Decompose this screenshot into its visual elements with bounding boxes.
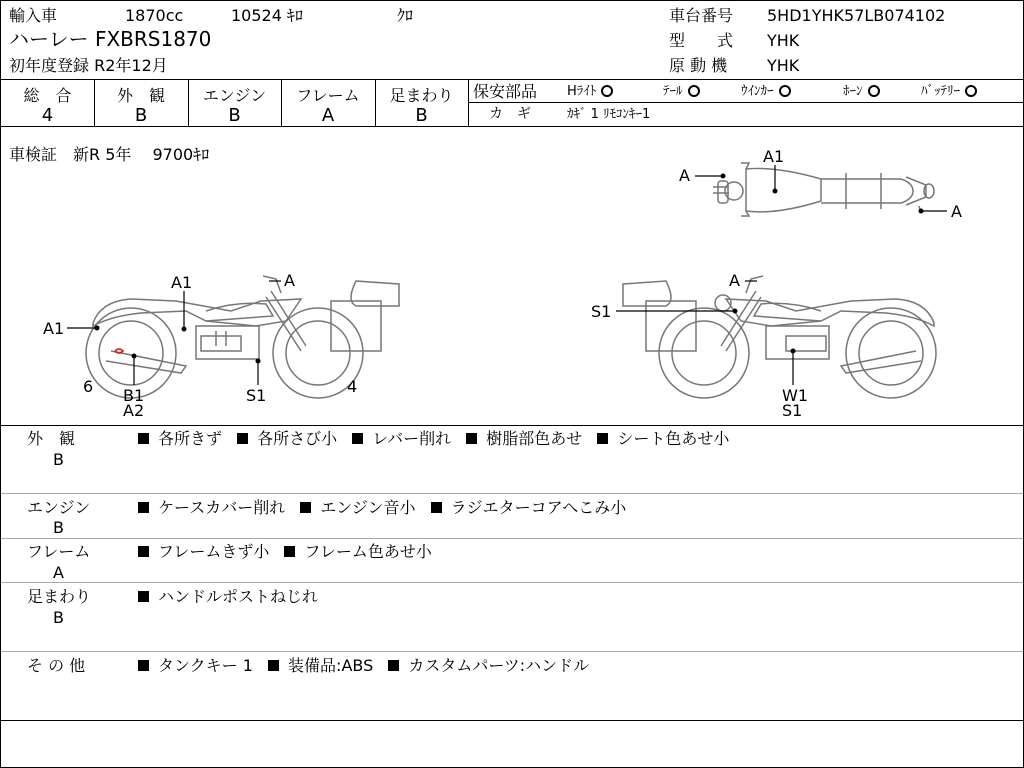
section-items-suspension: ハンドルポストねじれ	[138, 589, 328, 605]
safety-item-horn: ﾎｰﾝ	[843, 85, 880, 98]
section-label-frame: フレーム	[27, 542, 91, 561]
frame-no-label: 車台番号	[669, 6, 734, 25]
score-label-frame: フレーム	[296, 86, 360, 105]
frame-no: 5HD1YHK57LB074102	[767, 6, 946, 25]
diagram-label: A	[729, 271, 740, 290]
diagram-label: 6	[83, 377, 94, 396]
maker-model: ハーレー FXBRS1870	[9, 27, 212, 51]
import-label: 輸入車	[9, 6, 58, 25]
diagram-label: A	[679, 166, 690, 185]
color: ｸﾛ	[397, 6, 414, 25]
diagram-label: A1	[171, 273, 193, 292]
diagram-label: A	[951, 202, 962, 221]
score-value-engine: B	[228, 105, 241, 126]
diagram-label: 4	[347, 377, 358, 396]
displacement: 1870cc	[125, 6, 184, 25]
right-view-drawing	[623, 276, 936, 398]
diagram-label: S1	[782, 401, 803, 420]
safety-item-winker: ｳｲﾝｶｰ	[741, 85, 791, 98]
diagram-label: A1	[763, 147, 785, 166]
score-value-frame: A	[321, 105, 335, 126]
section-items-frame: フレームきず小 フレーム色あせ小	[138, 544, 442, 560]
key-value: ｶｷﾞ 1 ﾘﾓｺﾝｷｰ1	[567, 107, 651, 122]
diagram-label: S1	[246, 386, 267, 405]
diagram-label: S1	[591, 302, 612, 321]
section-grade-engine: B	[53, 518, 64, 537]
model-code: YHK	[767, 31, 800, 50]
diagram-label: A2	[123, 401, 145, 420]
score-label-exterior: 外 観	[116, 86, 165, 105]
section-grade-suspension: B	[53, 608, 64, 627]
top-view-drawing	[713, 163, 934, 216]
section-label-engine: エンジン	[27, 498, 91, 517]
section-grade-frame: A	[53, 563, 64, 582]
model-label: 型 式	[669, 31, 734, 50]
safety-item-tail: ﾃｰﾙ	[663, 85, 700, 98]
section-label-other: そ の 他	[27, 656, 86, 675]
motorcycle-diagram	[1, 1, 1023, 301]
diagram-label: W1	[782, 386, 808, 405]
first-registration: 初年度登録 R2年12月	[9, 56, 168, 75]
section-items-engine: ケースカバー削れ エンジン音小 ラジエターコアへこみ小	[138, 500, 636, 516]
score-label-overall: 総 合	[23, 86, 72, 105]
section-items-other: タンクキー 1 装備品:ABS カスタムパーツ:ハンドル	[138, 658, 599, 674]
diagram-label: B1	[123, 386, 145, 405]
key-label: カ ギ	[489, 106, 531, 122]
mileage: 10524 ｷﾛ	[231, 6, 303, 25]
engine-label: 原 動 機	[669, 56, 728, 75]
score-value-suspension: B	[415, 105, 428, 126]
safety-item-headlight: Hﾗｲﾄ	[567, 85, 613, 98]
diagram-label: A1	[43, 319, 65, 338]
safety-label: 保安部品	[473, 82, 538, 101]
score-label-engine: エンジン	[202, 86, 267, 105]
damage-mark-icon	[115, 349, 123, 353]
section-items-exterior: 各所きず 各所さび小 レバー削れ 樹脂部色あせ シート色あせ小	[138, 431, 739, 447]
safety-item-battery: ﾊﾞｯﾃﾘｰ	[921, 85, 977, 98]
section-label-suspension: 足まわり	[27, 587, 92, 606]
section-label-exterior: 外 観	[27, 429, 76, 448]
score-label-suspension: 足まわり	[389, 86, 454, 105]
score-value-exterior: B	[134, 105, 148, 126]
engine-code: YHK	[767, 56, 800, 75]
score-value-overall: 4	[41, 105, 54, 126]
inspection-info: 車検証 新R 5年 9700ｷﾛ	[9, 145, 210, 164]
section-grade-exterior: B	[53, 450, 64, 469]
diagram-label: A	[284, 271, 295, 290]
